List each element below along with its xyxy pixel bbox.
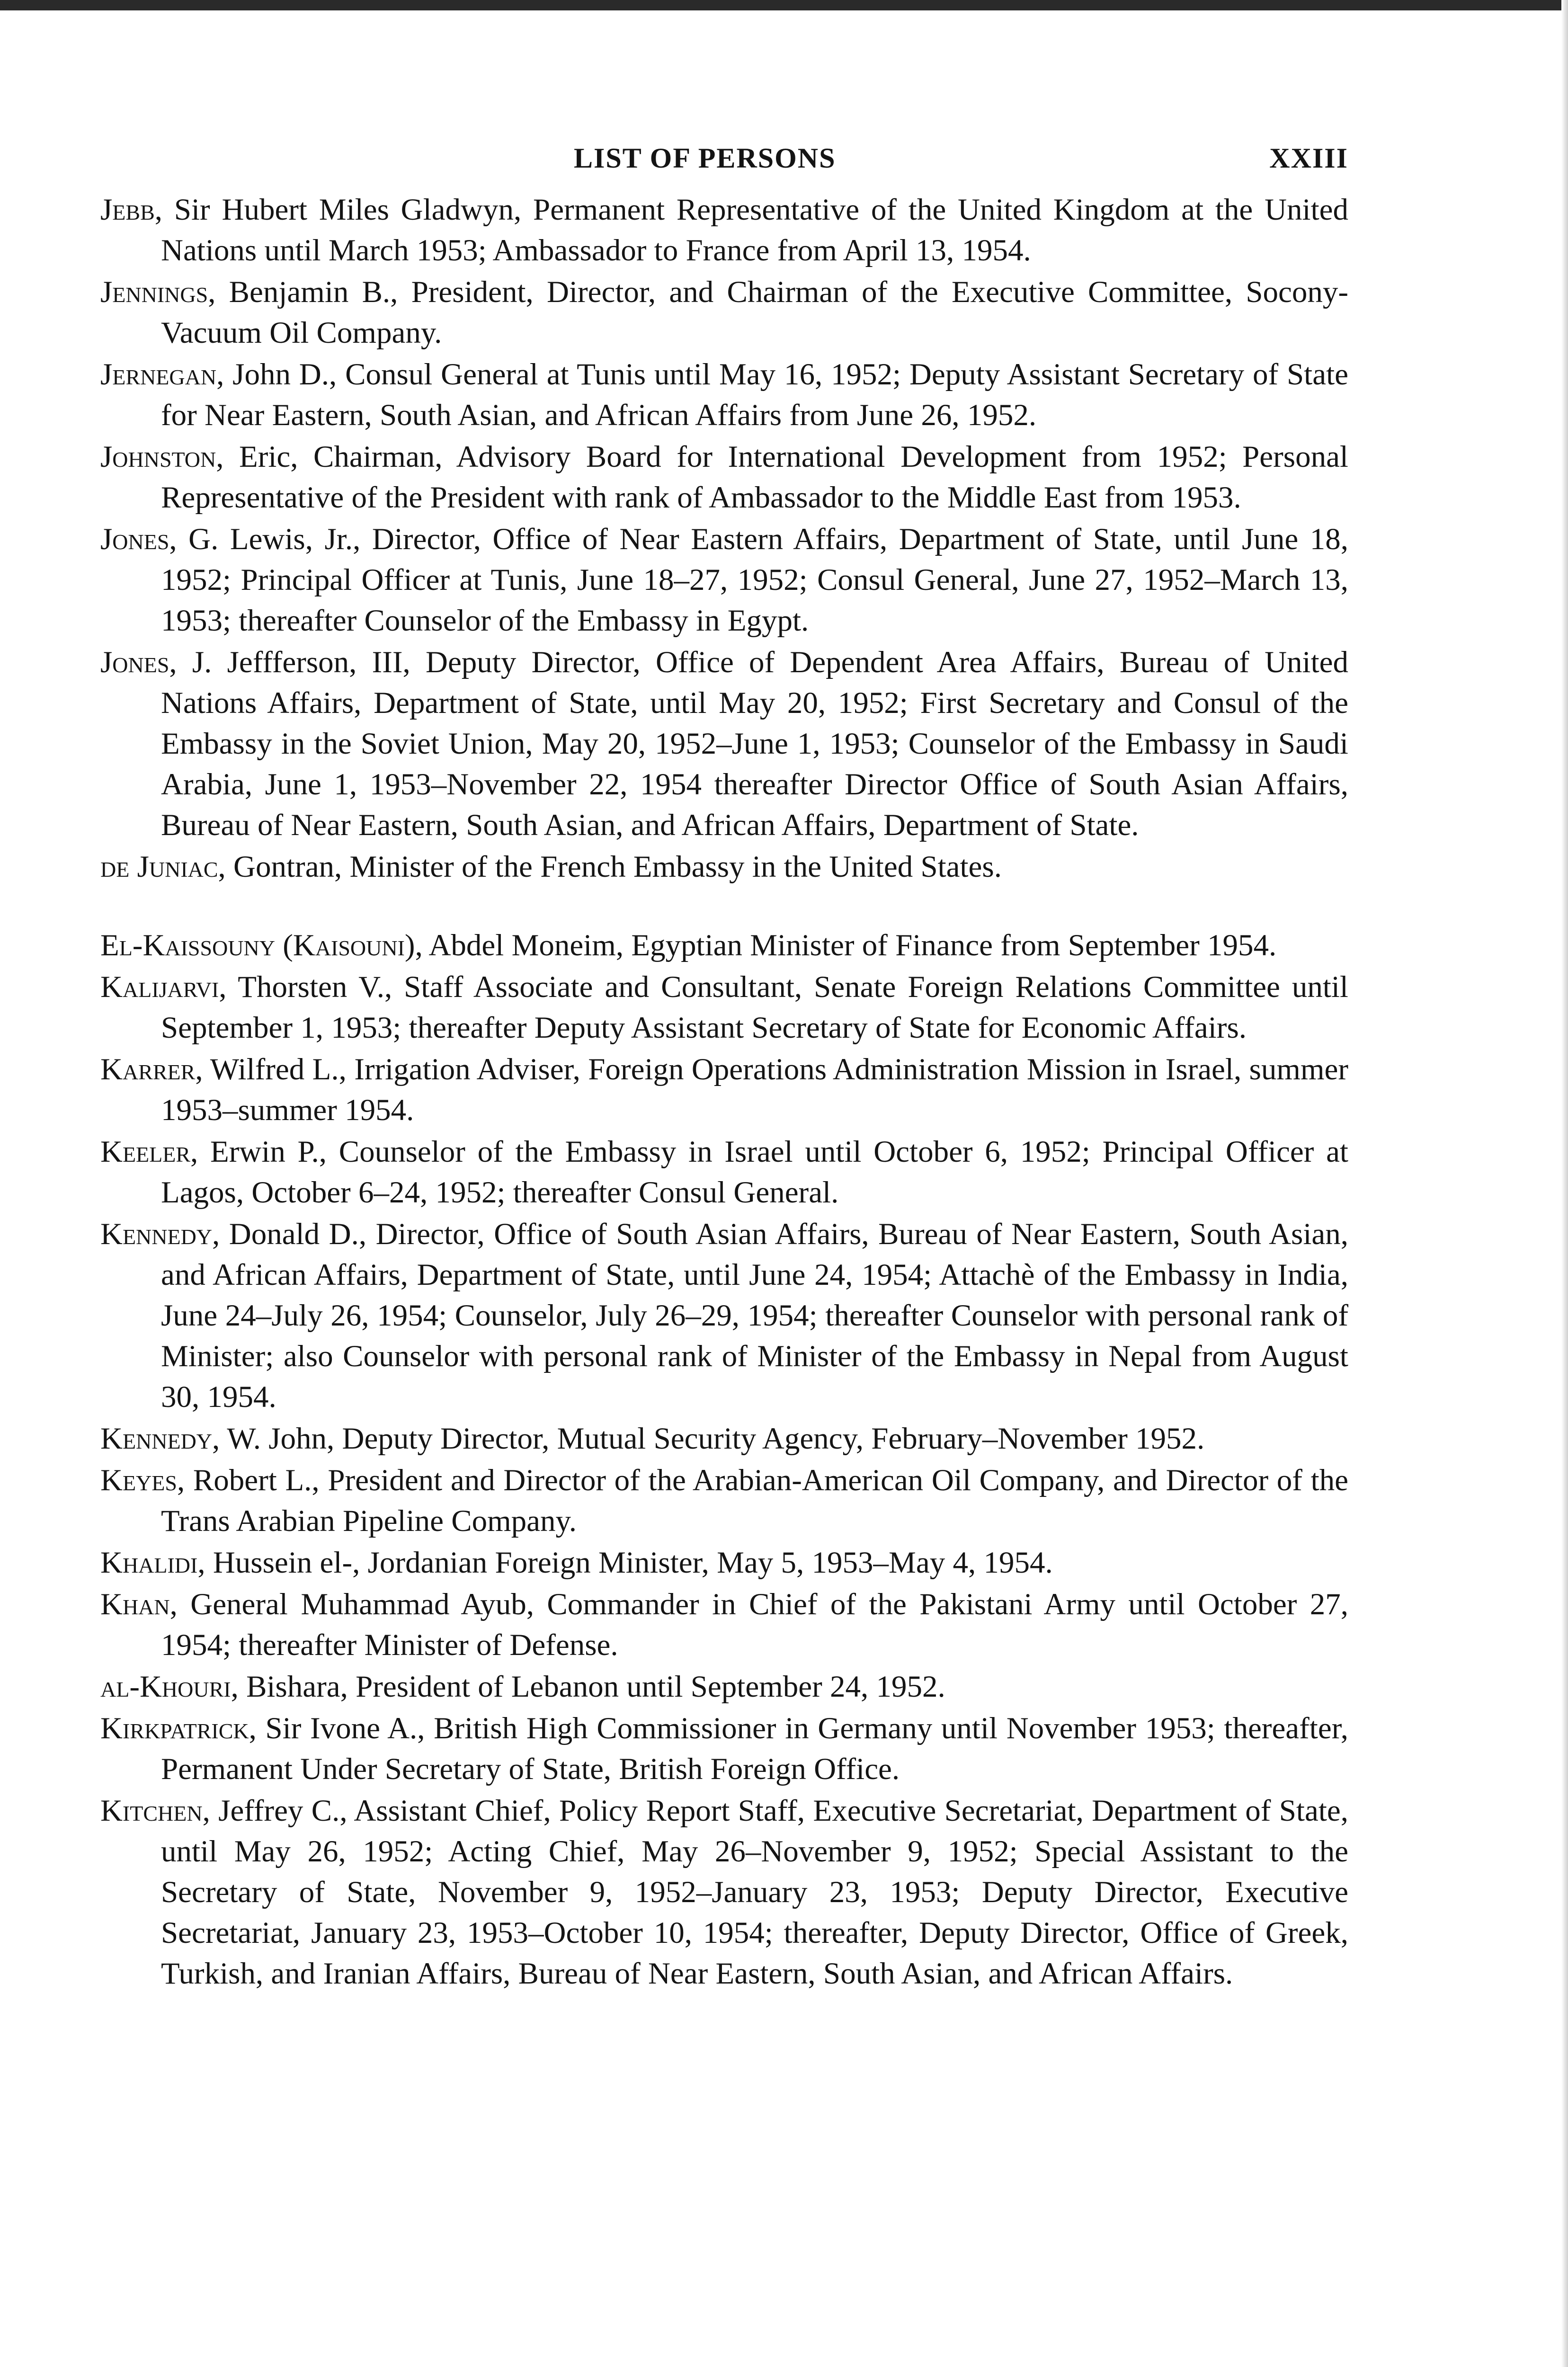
entry-surname: Jernegan	[100, 357, 217, 392]
entry-prefix: El-	[100, 928, 143, 962]
person-entry	[100, 1418, 1348, 1459]
entry-description: , Benjamin B., President, Director, and Chairman of the Executive Committee, Socony-Vacuum Oil Company.	[161, 275, 1348, 350]
entry-surname: Jones	[100, 522, 169, 556]
person-entry	[100, 1049, 1348, 1130]
person-entry	[100, 1584, 1348, 1665]
person-entry	[100, 846, 1348, 887]
entry-prefix: de	[100, 850, 137, 884]
entry-surname: Keeler	[100, 1135, 191, 1169]
page-title: LIST OF PERSONS	[574, 142, 836, 174]
entry-description: , W. John, Deputy Director, Mutual Security Agency, February–November 1952.	[212, 1422, 1205, 1456]
person-entry	[100, 519, 1348, 641]
entry-description: , Erwin P., Counselor of the Embassy in Israel until October 6, 1952; Principal Officer at Lagos, October 6–24, 1952; thereafter Consul General.	[161, 1135, 1348, 1210]
entry-description: , G. Lewis, Jr., Director, Office of Near Eastern Affairs, Department of State, until June 18, 1952; Principal Officer at Tunis, June 18–27, 1952; Consul General, June 27, 1952–March 13, 1953; thereafter Counselor of the Embassy in Egypt.	[161, 522, 1348, 638]
entry-surname: Jebb	[100, 193, 155, 227]
person-entry	[100, 1666, 1348, 1707]
person-entry	[100, 1708, 1348, 1789]
person-entry	[100, 1460, 1348, 1541]
person-entry	[100, 354, 1348, 436]
entry-surname: Jones	[100, 645, 169, 679]
person-entry	[100, 1214, 1348, 1417]
running-header	[100, 142, 1348, 189]
entry-surname: Kennedy	[100, 1422, 213, 1456]
entry-description: , Donald D., Director, Office of South Asian Affairs, Bureau of Near Eastern, South Asian, and African Affairs, Department of State, until June 24, 1954; Attachè of the Embassy in India, June 24–July 26, 1954; Counselor, July 26–29, 1954; thereafter Counselor with personal rank of Minister; also Counselor with personal rank of Minister of the Embassy in Nepal from August 30, 1954.	[161, 1217, 1348, 1414]
entry-description: , Abdel Moneim, Egyptian Minister of Finance from September 1954.	[415, 928, 1277, 962]
entry-surname: Kirkpatrick	[100, 1711, 249, 1745]
entry-surname: Kennedy	[100, 1217, 213, 1251]
entry-surname: Khan	[100, 1587, 170, 1621]
entry-surname: Keyes	[100, 1463, 177, 1497]
person-entry	[100, 189, 1348, 271]
entry-surname: Kitchen	[100, 1794, 203, 1828]
entry-description: , Sir Ivone A., British High Commissioner in Germany until November 1953; thereafter, Permanent Under Secretary of State, British Foreign Office.	[161, 1711, 1348, 1786]
entry-description: , Jeffrey C., Assistant Chief, Policy Report Staff, Executive Secretariat, Department of State, until May 26, 1952; Acting Chief, May 26–November 9, 1952; Special Assistant to the Secretary of State, November 9, 1952–January 23, 1953; Deputy Director, Executive Secretariat, January 23, 1953–October 10, 1954; thereafter, Deputy Director, Office of Greek, Turkish, and Iranian Affairs, Bureau of Near Eastern, South Asian, and African Affairs.	[161, 1794, 1348, 1991]
entry-description: , Wilfred L., Irrigation Adviser, Foreign Operations Administration Mission in Israel, summer 1953–summer 1954.	[161, 1052, 1348, 1127]
entry-description: , Hussein el-, Jordanian Foreign Minister, May 5, 1953–May 4, 1954.	[197, 1546, 1053, 1580]
entry-surname: Karrer	[100, 1052, 196, 1086]
person-entry	[100, 967, 1348, 1048]
entry-surname: Juniac	[137, 850, 218, 884]
page-number: XXIII	[1269, 142, 1348, 174]
entry-description: , Bishara, President of Lebanon until September 24, 1952.	[231, 1670, 945, 1704]
scan-right-edge	[1561, 0, 1568, 2367]
entry-surname: Kaissouny (Kaisouni)	[143, 928, 415, 962]
entry-description: , Eric, Chairman, Advisory Board for International Development from 1952; Personal Representative of the President with rank of Ambassador to the Middle East from 1953.	[161, 440, 1348, 515]
entry-surname: Khalidi	[100, 1546, 198, 1580]
entry-surname: Khouri	[139, 1670, 231, 1704]
entry-description: , Robert L., President and Director of the Arabian-American Oil Company, and Director of the Trans Arabian Pipeline Company.	[161, 1463, 1348, 1538]
person-entry	[100, 272, 1348, 353]
entry-description: , Gontran, Minister of the French Embassy in the United States.	[218, 850, 1002, 884]
scan-top-border	[0, 0, 1568, 10]
entry-surname: Kalijarvi	[100, 970, 219, 1004]
document-page	[100, 142, 1348, 1994]
entry-prefix: al-	[100, 1670, 140, 1704]
entry-description: , Thorsten V., Staff Associate and Consultant, Senate Foreign Relations Committee until September 1, 1953; thereafter Deputy Assistant Secretary of State for Economic Affairs.	[161, 970, 1348, 1045]
persons-list	[100, 189, 1348, 1994]
entry-description: , John D., Consul General at Tunis until May 16, 1952; Deputy Assistant Secretary of State for Near Eastern, South Asian, and African Affairs from June 26, 1952.	[161, 357, 1348, 432]
person-entry	[100, 925, 1348, 966]
person-entry	[100, 436, 1348, 518]
entry-description: , Sir Hubert Miles Gladwyn, Permanent Representative of the United Kingdom at the United Nations until March 1953; Ambassador to France from April 13, 1954.	[154, 193, 1348, 267]
entry-description: , J. Jeffferson, III, Deputy Director, Office of Dependent Area Affairs, Bureau of United Nations Affairs, Department of State, until May 20, 1952; First Secretary and Consul of the Embassy in the Soviet Union, May 20, 1952–June 1, 1953; Counselor of the Embassy in Saudi Arabia, June 1, 1953–November 22, 1954 thereafter Director Office of South Asian Affairs, Bureau of Near Eastern, South Asian, and African Affairs, Department of State.	[161, 645, 1348, 842]
entry-surname: Jennings	[100, 275, 208, 309]
person-entry	[100, 1790, 1348, 1994]
entry-surname: Johnston	[100, 440, 216, 474]
entry-description: , General Muhammad Ayub, Commander in Chief of the Pakistani Army until October 27, 1954; thereafter Minister of Defense.	[161, 1587, 1348, 1662]
person-entry	[100, 1542, 1348, 1583]
person-entry	[100, 1131, 1348, 1213]
person-entry	[100, 642, 1348, 845]
